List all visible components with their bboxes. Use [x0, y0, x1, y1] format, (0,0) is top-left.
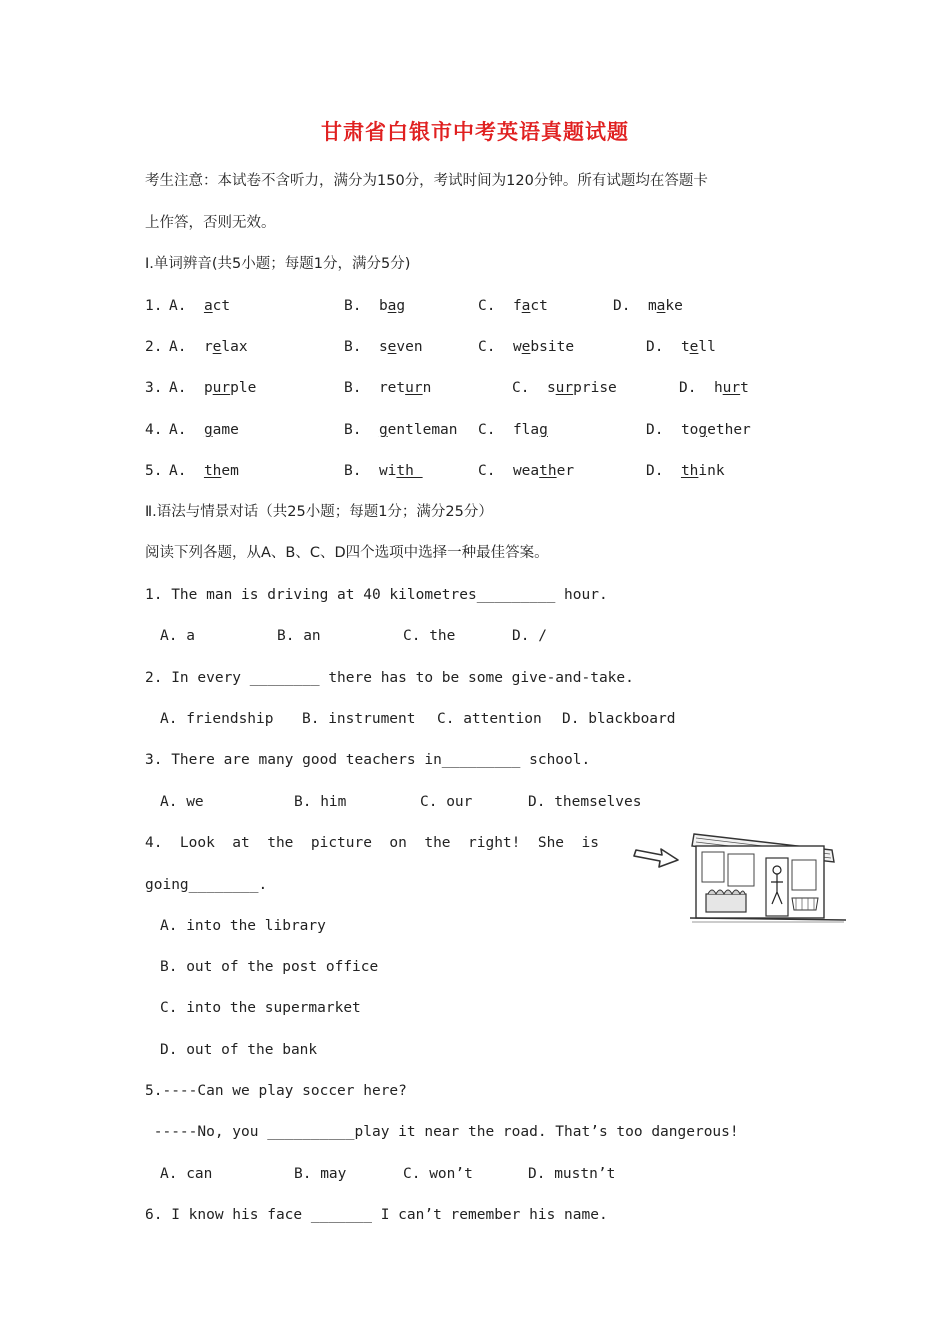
word-prefix: wi	[378, 463, 397, 479]
q3-option-c: C. our	[420, 794, 473, 810]
underlined-letters: e	[212, 339, 222, 355]
underlined-letters: ur	[722, 380, 741, 396]
word-prefix: r	[203, 339, 213, 355]
section1-option	[344, 461, 423, 481]
section2-instruction: 阅读下列各题，从A、B、C、D四个选项中选择一种最佳答案。	[145, 545, 549, 561]
question-2: 2. In every ________ there has to be some give-and-take.	[145, 670, 634, 686]
section1-option	[344, 296, 405, 316]
word-suffix: entleman	[387, 422, 458, 438]
option-letter: A.	[169, 422, 187, 438]
word-suffix: g	[396, 298, 406, 314]
word-suffix: ame	[212, 422, 239, 438]
question-4-line-2: going________.	[145, 877, 268, 893]
word-suffix: lax	[221, 339, 248, 355]
section1-item-number: 2.	[145, 339, 163, 355]
word-prefix: p	[203, 380, 213, 396]
word-suffix: ven	[396, 339, 423, 355]
word-suffix: ll	[698, 339, 716, 355]
option-letter: C.	[478, 339, 496, 355]
section1-option	[478, 337, 574, 357]
page-title: 甘肃省白银市中考英语真题试题	[321, 120, 629, 144]
section1-option	[169, 420, 239, 440]
section1-option	[646, 337, 716, 357]
q1-option-a: A. a	[160, 628, 195, 644]
notice-line-2: 上作答，否则无效。	[145, 215, 276, 231]
section1-option	[512, 378, 617, 398]
section1-option	[478, 296, 548, 316]
section1-option	[344, 378, 431, 398]
section1-item-number: 3.	[145, 380, 163, 396]
notice-line-1: 考生注意：本试卷不含听力，满分为150分，考试时间为120分钟。所有试题均在答题卡	[145, 173, 708, 189]
q1-option-d: D. /	[512, 628, 547, 644]
underlined-letters: a	[203, 298, 213, 314]
word-prefix: b	[378, 298, 388, 314]
word-suffix: ke	[665, 298, 683, 314]
option-letter: D.	[646, 463, 664, 479]
q2-option-a: A. friendship	[160, 711, 274, 727]
word-prefix: m	[647, 298, 657, 314]
option-letter: C.	[478, 298, 496, 314]
underlined-letters: ur	[212, 380, 231, 396]
q1-option-b: B. an	[277, 628, 321, 644]
section1-option	[169, 296, 230, 316]
word-suffix: ether	[707, 422, 751, 438]
q5-option-c: C. won’t	[403, 1166, 473, 1182]
underlined-letters: e	[689, 339, 699, 355]
word-suffix: n	[422, 380, 432, 396]
underlined-letters: g	[698, 422, 708, 438]
section1-option	[169, 378, 256, 398]
q3-option-d: D. themselves	[528, 794, 642, 810]
word-prefix: w	[512, 339, 522, 355]
option-letter: C.	[478, 463, 496, 479]
question-5-line-1: 5.----Can we play soccer here?	[145, 1083, 407, 1099]
word-prefix: h	[713, 380, 723, 396]
option-letter: B.	[344, 298, 362, 314]
q5-option-d: D. mustn’t	[528, 1166, 616, 1182]
underlined-letters: th	[680, 463, 699, 479]
word-prefix: s	[546, 380, 556, 396]
q4-option-a: A. into the library	[160, 918, 326, 934]
underlined-letters: ur	[555, 380, 574, 396]
word-prefix: ret	[378, 380, 406, 396]
question-3: 3. There are many good teachers in_________ school.	[145, 752, 591, 768]
option-letter: A.	[169, 298, 187, 314]
word-suffix: em	[221, 463, 239, 479]
option-letter: D.	[646, 422, 664, 438]
q4-option-c: C. into the supermarket	[160, 1000, 361, 1016]
section1-option	[679, 378, 749, 398]
word-prefix: t	[680, 339, 690, 355]
underlined-letters: g	[203, 422, 213, 438]
underlined-letters: a	[656, 298, 666, 314]
word-suffix: prise	[573, 380, 617, 396]
section1-option	[344, 420, 458, 440]
word-suffix: t	[740, 380, 749, 396]
word-prefix: wea	[512, 463, 540, 479]
q1-option-c: C. the	[403, 628, 456, 644]
section2-heading: Ⅱ.语法与情景对话（共25小题；每题1分；满分25分）	[145, 504, 493, 520]
underlined-letters: a	[387, 298, 397, 314]
q5-option-b: B. may	[294, 1166, 347, 1182]
option-letter: D.	[613, 298, 631, 314]
q5-option-a: A. can	[160, 1166, 213, 1182]
word-prefix: fla	[512, 422, 540, 438]
section1-item-number: 1.	[145, 298, 163, 314]
word-suffix: ple	[230, 380, 257, 396]
question-6: 6. I know his face _______ I can’t remember his name.	[145, 1207, 608, 1223]
q2-option-d: D. blackboard	[562, 711, 676, 727]
option-letter: B.	[344, 339, 362, 355]
underlined-letters: g	[378, 422, 388, 438]
underlined-letters: ur	[405, 380, 423, 396]
underlined-letters: e	[521, 339, 531, 355]
option-letter: A.	[169, 339, 187, 355]
question-4-line-1: 4. Look at the picture on the right! She is	[145, 835, 599, 851]
option-letter: B.	[344, 380, 362, 396]
section1-option	[169, 461, 239, 481]
word-suffix: ink	[698, 463, 725, 479]
arrow-icon	[634, 849, 678, 867]
word-prefix: f	[512, 298, 522, 314]
option-letter: C.	[478, 422, 496, 438]
section1-item-number: 5.	[145, 463, 163, 479]
storefront-picture	[632, 812, 850, 924]
option-letter: D.	[646, 339, 664, 355]
option-letter: A.	[169, 380, 187, 396]
q3-option-a: A. we	[160, 794, 204, 810]
section1-option	[169, 337, 248, 357]
underlined-letters: th	[203, 463, 222, 479]
option-letter: B.	[344, 463, 362, 479]
section1-option	[344, 337, 423, 357]
section1-option	[478, 420, 548, 440]
q2-option-b: B. instrument	[302, 711, 416, 727]
word-suffix: ct	[212, 298, 231, 314]
section1-option	[646, 420, 751, 440]
word-suffix: ct	[530, 298, 548, 314]
option-letter: D.	[679, 380, 697, 396]
underlined-letters: a	[521, 298, 531, 314]
q4-option-d: D. out of the bank	[160, 1042, 318, 1058]
section1-option	[478, 461, 574, 481]
underlined-letters: th	[396, 463, 423, 479]
q2-option-c: C. attention	[437, 711, 542, 727]
section1-item-number: 4.	[145, 422, 163, 438]
section1-heading: I.单词辨音(共5小题；每题1分，满分5分)	[145, 256, 411, 272]
underlined-letters: g	[539, 422, 548, 438]
word-prefix: to	[680, 422, 699, 438]
q4-option-b: B. out of the post office	[160, 959, 379, 975]
option-letter: A.	[169, 463, 187, 479]
underlined-letters: th	[539, 463, 557, 479]
option-letter: C.	[512, 380, 530, 396]
section1-option	[613, 296, 683, 316]
question-5-line-2: -----No, you __________play it near the road. That’s too dangerous!	[145, 1124, 739, 1140]
underlined-letters: e	[387, 339, 397, 355]
word-suffix: bsite	[530, 339, 575, 355]
section1-option	[646, 461, 725, 481]
word-prefix: s	[378, 339, 388, 355]
q3-option-b: B. him	[294, 794, 347, 810]
question-1: 1. The man is driving at 40 kilometres_________ hour.	[145, 587, 608, 603]
option-letter: B.	[344, 422, 362, 438]
word-suffix: er	[556, 463, 575, 479]
